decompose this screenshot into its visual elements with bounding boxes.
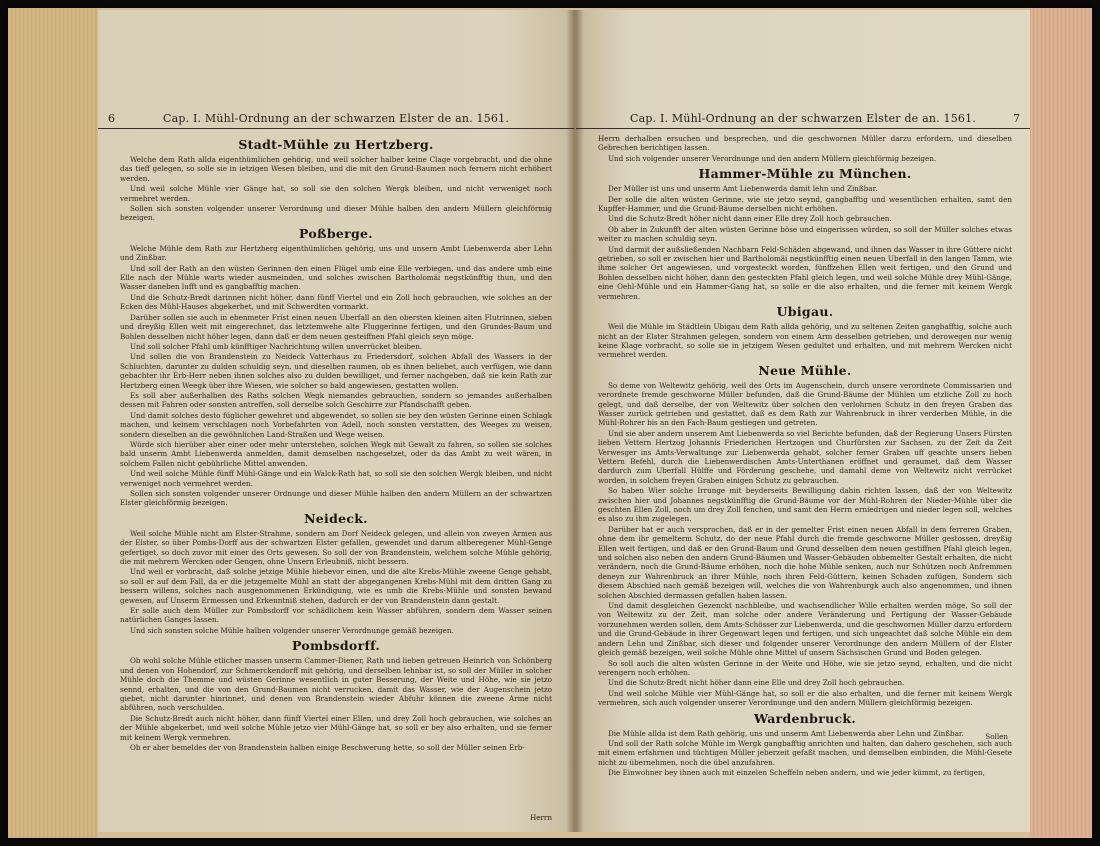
paragraph: Der solle die alten wüsten Gerinne, wie sie jetzo seynd, gangbafftig und wesentlichen erhalten, samt den Kupffer-Hammer, und die Grund-Bäume derselben nicht erhöhen.: [598, 194, 1012, 214]
paragraph: Sollen sich sonsten volgender unserer Ordnunge und dieser Mühle halben den andern Müllern an der schwartzen Elster gleichförmig bezeigen.: [120, 489, 552, 508]
paragraph: Der Müller ist uns und unserm Amt Liebenwerda damit lehn und Zinßbar.: [608, 184, 878, 194]
right-page-body: [598, 134, 1012, 779]
paragraph: Ob wohl solche Mühle etlicher massen unserm Cammer-Diener, Rath und lieben getreuen Heinrich von Schönberg und denen von Hohendorf, zur Schmerckendorff mit gehörig, und derselben lehnbar ist, so soll der Müller in solcher Mühle doch die Themme und wüsten Gerinne wesentlich in guter Besserung, der Weite und Höhe, wie sie jetzo sennd, erhalten, und die von den Grund-Baumen nicht verrucken, damit das Wasser, wie der Augenschein jetzo giebet, nicht darunter hinrinnet, und denen von Brandenstein wieder Abfuhr können die zweene Arme nicht abführen, noch verschulden.: [120, 656, 552, 713]
paragraph: Die Schutz-Bredt auch nicht höher, dann fünff Viertel einer Ellen, und drey Zoll hoch gebrauchen, wie solches an der Mühle abgekerbet, und weil solche Mühle jetzo vier Mühl-Gänge hat, so soll er bey also erhalten, und sie ferner mit keinem Wergk vermehren.: [120, 713, 552, 742]
right-catchword: Sollen: [985, 732, 1008, 741]
paragraph: So haben Wier solche Irrunge mit beyderseits Bewilligung dahin richten lassen, daß der von Weltewitz zwischen hier und Johannes negstkünfftig die Grund-Bäume vor der Mühl-Rohren der Nieder-Mühle über die geschten Ellen Zoll, noch um drey Zoll fenchen, und samt den Herrn erniedrigen und nieder legen soll, welches es also zu ihm zugelegen.: [598, 486, 1012, 524]
section-heading: Neideck.: [304, 510, 368, 526]
paragraph: Und die Schutz-Bredt höher nicht dann einer Elle drey Zoll hoch gebrauchen.: [608, 214, 892, 224]
paragraph: Sollen sich sonsten volgender unserer Verordnung und dieser Mühle halben den andern Müllern gleichförmig bezeigen.: [120, 204, 552, 223]
paragraph: Weil die Mühle im Städtlein Ubigau dem Rath allda gehörig, und zu seltenen Zeiten gangbafftig, solche auch nicht an der Elster Strahmen gelegen, sondern von einem Arm desselben getrieben, und derowegen nur wenig keine Klage vorbracht, so solle sie in jetzigem Wesen gedultet und erhalten, und mit mehrern Wercken nicht vermehret werden.: [598, 322, 1012, 360]
paragraph: Und sich sonsten solche Mühle halben volgender unserer Verordnunge gemäß bezeigen.: [130, 625, 454, 635]
paragraph: Ob aber in Zukunfft der alten wüsten Gerinne böse und eingerissen würden, so soll der Müller solches etwas weiter zu machen schuldig seyn.: [598, 224, 1012, 244]
left-running-head: [98, 110, 574, 129]
left-catchword: Herrn: [529, 813, 552, 822]
paragraph: Welche dem Rath allda eigenthümlichen gehörig, und weil solcher halber keine Clage vorgebracht, und die ohne das tieff gelegen, so solle sie in ietzigen Wesen bleiben, und die mit den Grund-Baumen noch fernern nicht erhöhert werden.: [120, 155, 552, 183]
paragraph: Und weil solche Mühle vier Gänge hat, so soll sie den solchen Wergk bleiben, und nicht verweniget noch vermehret werden.: [120, 184, 552, 203]
section-heading: Wardenbruck.: [753, 710, 857, 726]
paragraph: Weil solche Mühle nicht am Elster-Strahme, sondern am Dorf Neideck gelegen, und allein von zweyen Armen aus der Elster, so über Pombs-Dorff aus der schwartzen Elster gefallen, gewendet und darum altberegener Mühl-Genge gefertiget, so doch zuvor mit einer des Orts gewesen. So soll der von Brandenstein, welchem solche Mühle gehörig, die mit mehrern Wercken oder Gengen, ohne Unsern Erleubniß, nicht bessern.: [120, 528, 552, 567]
section-heading: Neue Mühle.: [758, 362, 852, 378]
paragraph: Die Mühle allda ist dem Rath gehörig, uns und unserm Amt Liebenwerda aber Lehn und Zinßbar.: [608, 728, 964, 738]
paragraph: Darüber hat er auch versprochen, daß er in der gemelter Frist einen neuen Abfall in dem ferreren Graben, ohne dem ihr gemelterm Schutz, do der neue Pfahl durch die fremde geschworne Müller gestossen, dreyßig Ellen weit fertigen, und daß er den Grund-Baum und Grund desselben dem neuen gestiffnen Pfahl gleich legen, und solchen also neben den andern Grund-Bäumen und Wasser-Gebäuden obbemelter Gestalt erhalten, die nicht verändern, noch die Grund-Bäume erhöhen, noch die hohe Mühle senken, auch nur Schützen noch Anfremmen deneyn zur Wahrenbruck an ihrer Mühle, noch ihren Feld-Güttern, keinen Schaden zufügen, Sondern sich diesem Abschied nach gemäß bezeigen will, welches die von Wahrenburgk auch also angenommen, und ihnen solchen Abschied dermassen gefallen haben lassen.: [598, 524, 1012, 600]
paragraph: Und darmit der außsließenden Nachbarn Feld-Schäden abgewand, und ihnen das Wasser in ihre Güttere nicht getrieben, so soll er zwischen hier und Bartholomäi negstkünfftig einen neuen Uberfall in den langen Tamm, wie ihme solcher Ort angewiesen, und vorgesteckt worden, fünffzehen Ellen weit fertigen, und den Grund und Bohlen desselben nicht höher, dann den gesteckten Pfahl gleich legen, und weil solche Mühle drey Mühl-Gänge, eine Oehl-Mühle und ein Hammer-Gang hat, so solle er die also erhalten, und die ferner mit keinem Wergk vermehren.: [598, 244, 1012, 301]
section-heading: Pombsdorff.: [291, 638, 381, 654]
paragraph: Und weil solche Mühle vier Mühl-Gänge hat, so soll er die also erhalten, und die ferner mit keinem Wergk vermehren, sich auch volgender unserer Verordnunge und den andern Müllern gleichförmig bezeigen.: [598, 688, 1012, 708]
paragraph: Die Einwohner bey ihnen auch mit einzelen Scheffeln neben andern, und wie jeder kümmt, zu fertigen,: [608, 768, 985, 778]
paragraph: So soll auch die alten wüsten Gerinne in der Weite und Höhe, wie sie jetzo seynd, erhalten, und die nicht verengern noch erhöhen.: [598, 658, 1012, 677]
left-running-title: Cap. I. Mühl-Ordnung an der schwarzen Elster de an. 1561.: [162, 112, 510, 125]
paragraph: Darüber sollen sie auch in ebenmeter Frist einen neuen Uberfall an den obersten kleinen alten Flutrinnen, sieben und dreyßig Ellen weit mit eingerechnet, das letztemwehe alte Fluggerinne fertigen, und den Grundes-Baum und Bohlen desselben nicht höher legen, dann daß er dem neuen gesteiffnen Pfahl gleich seyn möge.: [120, 312, 552, 341]
right-running-head: [576, 110, 1030, 129]
paragraph: Und die Schutz-Bredt darinnen nicht höher, dann fünff Viertel und ein Zoll hoch gebrauchen, wie solches an der Ecken des Mühl-Hauses abgekerbet, und mit Schwerdten vormarkt.: [120, 292, 552, 312]
paragraph: Und weil er vorbracht, daß solche jetzige Mühle hiebevor einen, und die alte Krebs-Mühle zweene Genge gehabt, so soll er auf dem Fall, da er die jetzgemelte Mühl an statt der abgegangenen Krebs-Mühl mit dem dritten Gang zu bessern willens, solches nach ausgenommenen Erkündigung, wie es umb die Krebs-Mühle und sonsten bewand gewesen, auf Unserm Ermessen und Erkenntniß stehen, dadurch er der von Brandenstein dann gestalt.: [120, 567, 552, 605]
paragraph: Und damit solches desto füglicher gewehret und abgewendet, so sollen sie bey den wüsten Gerinne einen Schlagk machen, und keinem verschlagen noch Vorbefahrten von Adell, noch sonsten verstatten, des Weeges zu weisen, sondern dieselben an die gewöhnlichen Land-Straßen und Wege weisen.: [120, 410, 552, 439]
paragraph: Würde sich hierüber aber einer oder mehr unterstehen, solchen Wegk mit Gewalt zu fahren, so sollen sie solches bald unserm Ambt Liebenwerda anmelden, damit demselben nachgesetzet, oder da das Ambt zu weit wären, in solchem Fallen nicht gebührliche Mittel anwenden.: [120, 439, 552, 468]
paragraph: Und die Schutz-Bredt nicht höher dann eine Elle und drey Zoll hoch gebrauchen.: [608, 678, 905, 688]
left-page-number: 6: [108, 112, 115, 125]
paragraph: Und soll solcher Pfahl umb künfftiger Nachrichtung willen unverrücket bleiben.: [130, 341, 423, 351]
paragraph: Und soll der Rath an den wüsten Gerinnen den einen Flügel umb eine Elle verbiegen, und das andere umb eine Elle nach der Mühle warts wieder ausmeinden, und solches zwischen Bartholomäi negstkünfftig thun, und den Wasser daneben lufft und es gangbafftig machen.: [120, 263, 552, 292]
right-page-number: 7: [1013, 112, 1020, 125]
page-edges-right: [1030, 8, 1092, 838]
section-heading: Ubigau.: [776, 304, 834, 320]
page-edges-left: [8, 8, 98, 838]
paragraph: Und weil solche Mühle fünff Mühl-Gänge und ein Walck-Rath hat, so soll sie den solchen Wergk bleiben, und nicht verweniget noch vermehret werden.: [120, 469, 552, 488]
paragraph: Und sollen die von Brandenstein zu Neideck Vatterhaus zu Friedersdorf, solchen Abfall des Wassers in der Schluchten, darunter zu dulden schuldig seyn, und dieselben raumen, ob es ihnen beliebet, auch verfügen, wie dann gebachter ihr Erb-Herr neben ihnen solches also zu dulden bewilliget, und ferner nachgeben, daß sie kein Rath zur Hertzberg einen Weegk über ihre Wiesen, wie solcher so bald angewiesen, gestatten wollen.: [120, 352, 552, 390]
right-running-title: Cap. I. Mühl-Ordnung an der schwarzen Elster de an. 1561.: [629, 112, 977, 125]
paragraph: Und soll der Rath solche Mühle im Wergk gangbafftig anrichten und halten, dan dahero geschehen, sich auch mit einem erfahrnen und tüchtigen Müller jeberzeit gefaßt machen, und demselben einbinden, die Mühl-Gesete nicht zu übernehmen, noch die übel anzufahren.: [598, 738, 1012, 767]
book-gutter: [566, 10, 584, 832]
right-page: [576, 10, 1030, 832]
paragraph: Ob er aber bemeldes der von Brandenstein halben einige Beschwerung hette, so soll der Müller seinen Erb-: [130, 742, 525, 752]
section-heading: Hammer-Mühle zu München.: [698, 166, 912, 182]
paragraph: So deme von Weltewitz gehörig, weil des Orts im Augenschein, durch unsere verordnete Commissarien und verordnete fremde geschworne Müller befunden, daß die Grund-Bäume der Mühlen um etzliche Zoll zu hoch gelegt, und daß derselbe, der von Weltewitz über solchen den verlohrnen Schutz in den freyen Graben das Wasser zurück getrieben und gestattet, daß es dem Rath zur Wahrenbruck in ihrer verderben Mühle, in die Mühl-Rohrer bis an den Fach-Baum gestiegen und getreten.: [598, 380, 1012, 428]
left-page-body: [120, 134, 552, 753]
left-page: [98, 10, 574, 832]
section-heading: Stadt-Mühle zu Hertzberg.: [238, 137, 434, 152]
paragraph: Und sich volgender unserer Verordnunge und den andern Müllern gleichförmig bezeigen.: [608, 153, 937, 163]
section-heading: Poßberge.: [299, 225, 373, 241]
paragraph: Und damit desgleichen Gezenckt nachbleibe, und wachsendlicher Wille erhalten werden möge, So soll der von Weltewitz zu der Zeit, man solche oder andere Veränderung und Fertigung der Wasser-Gebäude vorzunehmen werden sollen, dem Amts-Schösser zur Liebenwerda, und die geschwornen Müller darzu erfordern und die Grund-Gebäude in ihrer Gegenwart legen und fertigen, und sich ungeachtet daß solche Mühle ein dem andern Lehn und Zinßbar, sich dieser und folgender unserer Verordnunge den andern Müllern of der Elster gleich gemäß bezeigen, weil solche Mühle ohne Mittel uf unsern Sächsischen Grund und Boden gelegen.: [598, 601, 1012, 658]
paragraph: Es soll aber außerhalben des Raths solchen Wegk niemandes gebrauchen, sondern so jemandes außerhalben dessen mit Fahren oder sonsten antreffen, soll derselbe solch Geschirre zur Pfandschafft geben.: [120, 390, 552, 410]
paragraph: Er solle auch dem Müller zur Pombsdorff vor schädlichem kein Wasser abführen, sondern dem Wasser seinen natürlichen Ganges lassen.: [120, 606, 552, 625]
paragraph: Herrn derhalben ersuchen und besprechen, und die geschwornen Müller darzu erfordern, und dieselben Gebrechen berichtigen lassen.: [598, 134, 1012, 153]
paragraph: Welche Mühle dem Rath zur Hertzberg eigenthümlichen gehörig, uns und unsern Ambt Liebenwerda aber Lehn und Zinßbar.: [120, 243, 552, 263]
paragraph: Und sie aber andern unserem Amt Liebenwerda so viel Berichte befunden, daß der Regierung Unsers Fürsten lieben Vettern Hertzog Johannis Friederichen Hertzogen und Churfürsten zur Sachsen, zu der Zeit da Zeit Verwesger ins Amts-Verwaltunge zur Liebenwerda gehabt, solcher ferner Graben uff geachte unsers lieben Vettern Befehl, durch die Liebenwerdischen Amts-Unterthanen eröffnet und geraumet, daß dem Wasser dardurch zum Uberfall Hülffe und Förderung geschehe, und damahl deme von Weltewitz nicht verrücket worden, in solchem freyen Graben einigen Schutz zu gebrauchen.: [598, 428, 1012, 485]
